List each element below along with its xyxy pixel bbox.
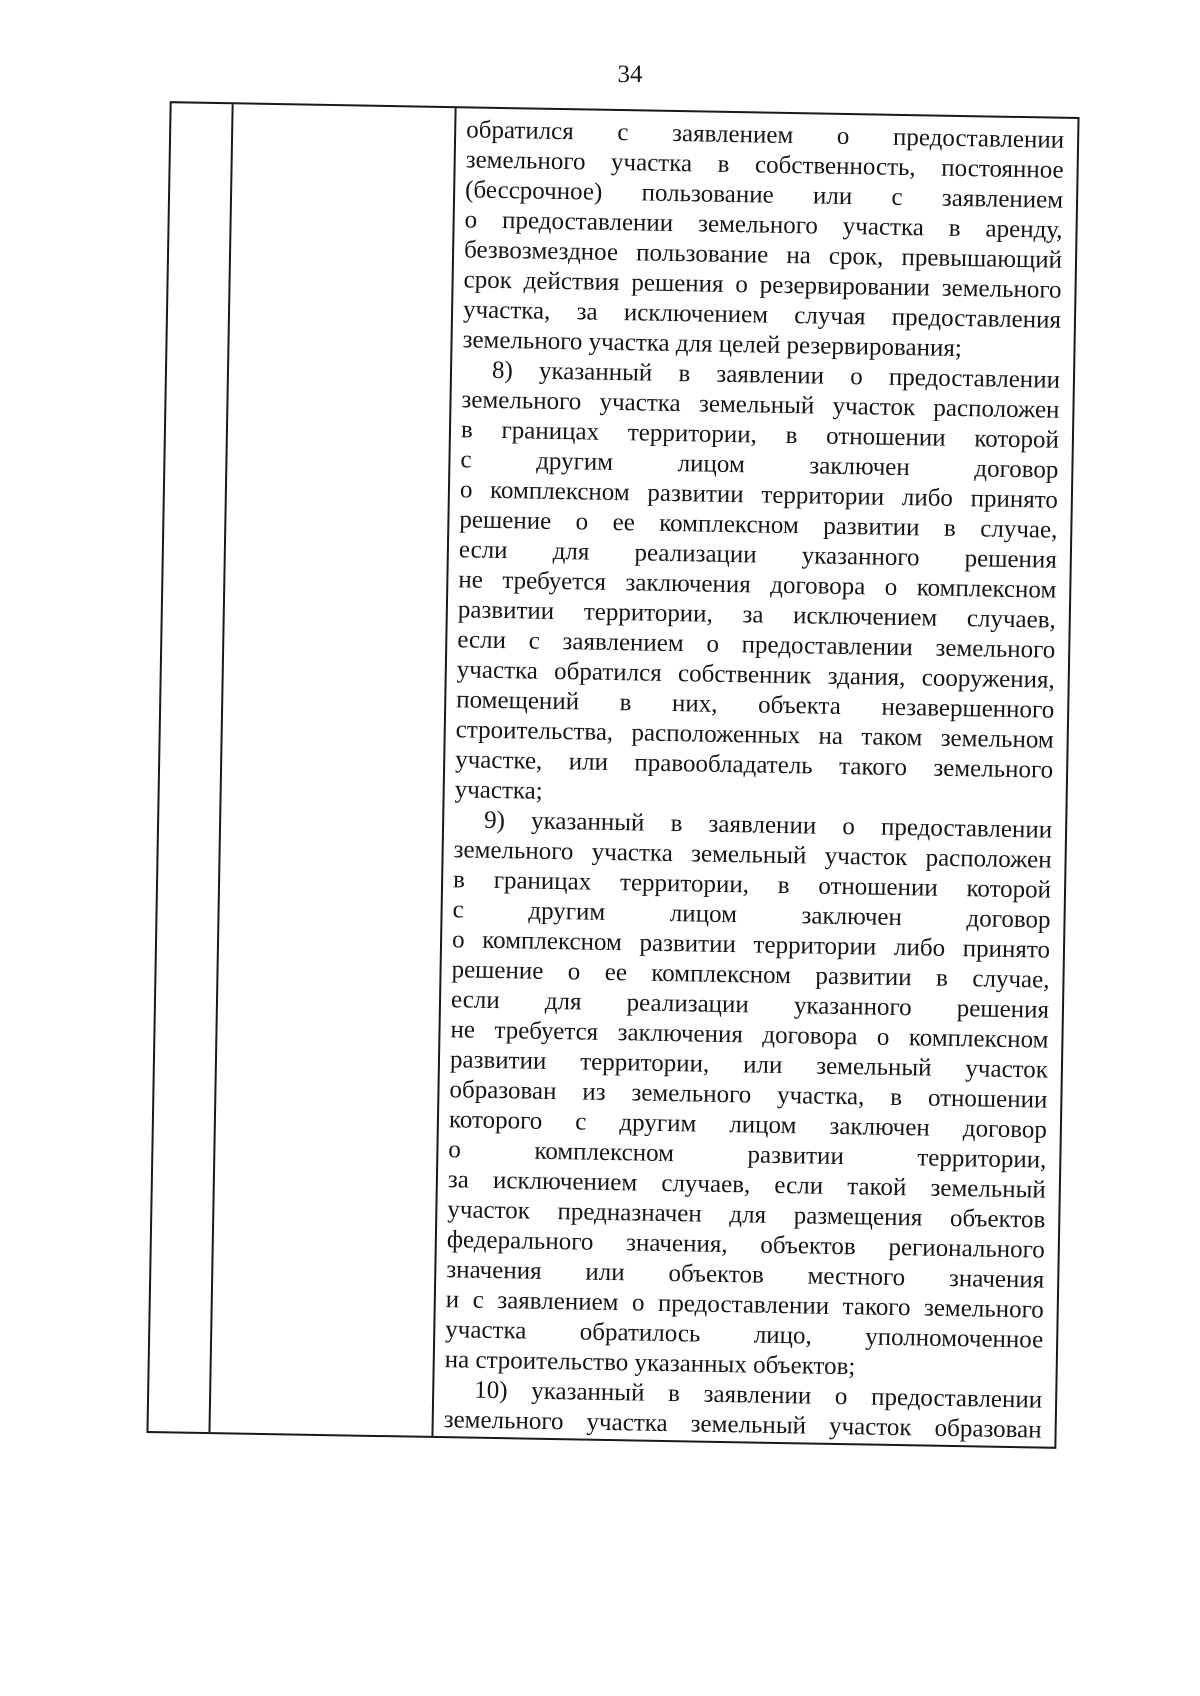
text-line: не требуется заключения договора о комплексном <box>450 1016 1049 1054</box>
text-line: решение о ее комплексном развитии в случае, <box>459 506 1058 544</box>
text-line: срок действия решения о резервировании земельного <box>463 266 1062 304</box>
text-line: развитии территории, или земельный участок <box>449 1046 1049 1084</box>
text-line: земельного участка для целей резервирования; <box>462 326 963 363</box>
text-line: участка; <box>454 776 543 805</box>
paragraph-first-line: 8) указанный в заявлении о предоставлении <box>491 356 1061 394</box>
text-line: в границах территории, в отношении которой <box>452 866 1052 904</box>
text-line: значения или объектов местного значения <box>446 1256 1045 1294</box>
text-line: решение о ее комплексном развитии в случае, <box>451 956 1050 994</box>
text-line: развитии территории, за исключением случаев, <box>457 596 1057 634</box>
text-line: участок предназначен для размещения объектов <box>447 1196 1046 1234</box>
text-line: если с заявлением о предоставлении земельного <box>457 626 1056 664</box>
text-line: за исключением случаев, если такой земельный <box>447 1166 1047 1204</box>
text-line: о комплексном развитии территории, <box>448 1136 1047 1174</box>
paragraph <box>462 115 1064 365</box>
text-line: с другим лицом заключен договор <box>452 896 1051 934</box>
text-line: участке, или правообладатель такого земельного <box>455 746 1054 784</box>
text-line: на строительство указанных объектов; <box>444 1346 856 1381</box>
text-line: о комплексном развитии территории либо принято <box>459 476 1059 514</box>
paragraph <box>454 355 1060 815</box>
text-line: строительства, расположенных на таком земельном <box>455 716 1054 754</box>
paragraph <box>443 1375 1042 1445</box>
text-line: земельного участка земельный участок расположен <box>453 836 1052 874</box>
text-line: если для реализации указанного решения <box>458 536 1058 574</box>
text-line: с другим лицом заключен договор <box>460 446 1059 484</box>
text-line: помещений в них, объекта незавершенного <box>456 686 1055 724</box>
text-line: земельного участка в собственность, постоянное <box>465 146 1064 184</box>
text-line: (бессрочное) пользование или с заявлением <box>464 176 1064 214</box>
paragraph-first-line: 9) указанный в заявлении о предоставлении <box>483 806 1053 844</box>
text-line: федерального значения, объектов регионального <box>446 1226 1046 1264</box>
text-line: участка, за исключением случая предоставления <box>462 296 1062 334</box>
text-line: безвозмездное пользование на срок, превышающий <box>463 236 1063 274</box>
text-line: которого с другим лицом заключен договор <box>448 1106 1048 1144</box>
text-line: участка обратился собственник здания, сооружения, <box>456 656 1055 694</box>
text-line: земельного участка земельный участок расположен <box>461 386 1060 424</box>
text-line: и с заявлением о предоставлении такого земельного <box>445 1286 1044 1324</box>
text-line: о комплексном развитии территории либо принято <box>451 926 1051 964</box>
table-content-cell <box>433 108 1077 1447</box>
text-line: в границах территории, в отношении которой <box>460 416 1060 454</box>
text-line: участка обратилось лицо, уполномоченное <box>445 1316 1044 1354</box>
text-line: образован из земельного участка, в отношении <box>449 1076 1048 1114</box>
paragraph-first-line: 10) указанный в заявлении о предоставлении <box>474 1376 1043 1414</box>
paragraph <box>445 805 1053 1385</box>
text-line: о предоставлении земельного участка в аренду, <box>464 206 1063 244</box>
text-line: не требуется заключения договора о комплексном <box>458 566 1057 604</box>
text-line: если для реализации указанного решения <box>450 986 1050 1024</box>
document-table <box>146 101 1079 1449</box>
table-name-cell <box>210 104 456 1436</box>
paragraph-first-line: обратился с заявлением о предоставлении <box>466 116 1065 154</box>
page-number: 34 <box>617 61 643 88</box>
text-line: земельного участка земельный участок образован <box>443 1406 1042 1444</box>
